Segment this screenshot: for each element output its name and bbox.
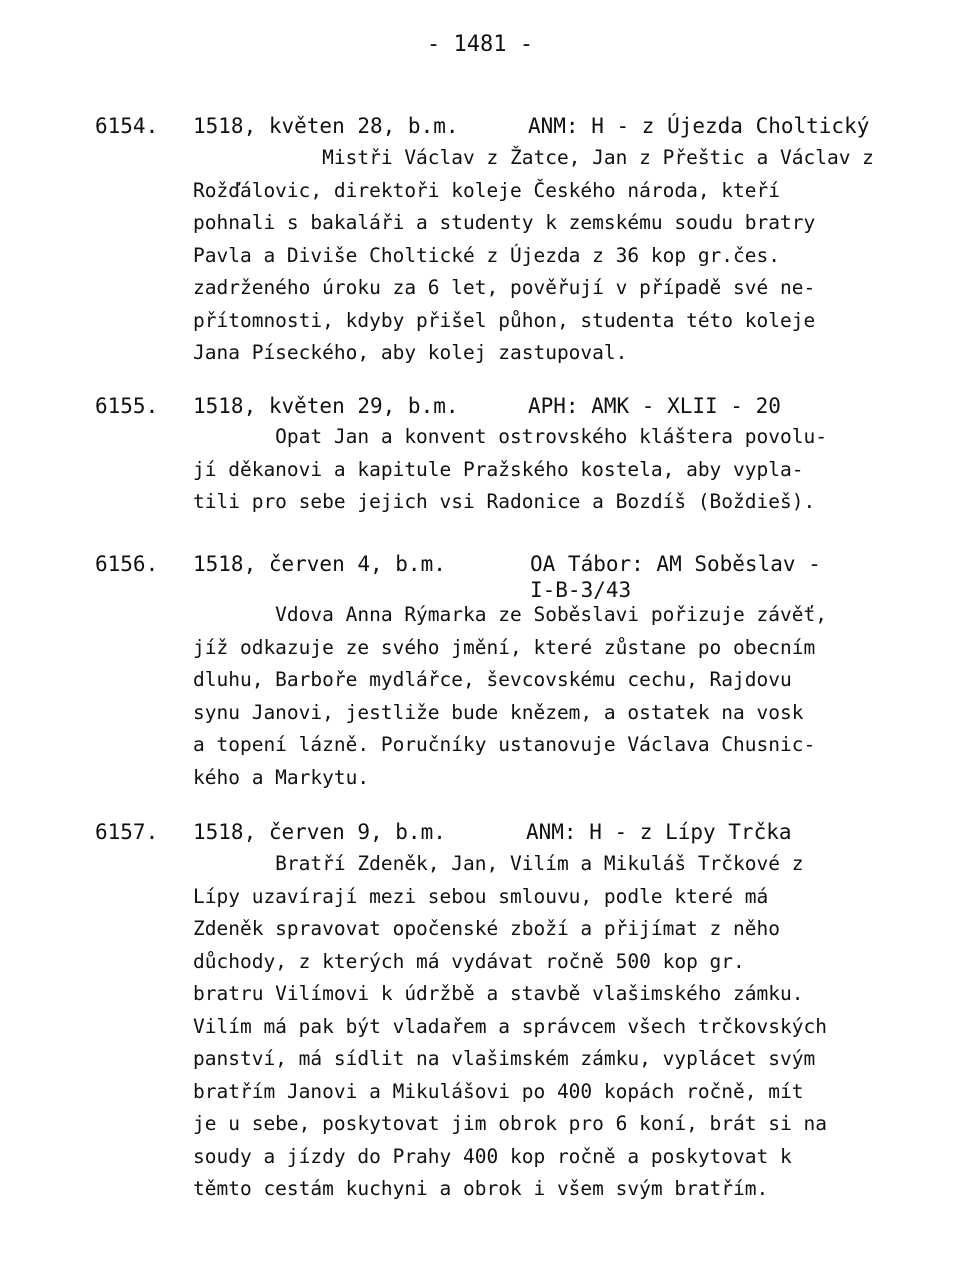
entry-source: APH: AMK - XLII - 20 bbox=[528, 394, 781, 418]
entry-number: 6154. bbox=[95, 114, 159, 138]
entry-number: 6157. bbox=[95, 820, 159, 844]
entry-date: 1518, červen 4, b.m. bbox=[193, 552, 446, 576]
page-number: - 1481 - bbox=[427, 32, 533, 57]
entry-source: I-B-3/43 bbox=[530, 578, 632, 602]
entry-date: 1518, červen 9, b.m. bbox=[193, 820, 446, 844]
entry-number: 6156. bbox=[95, 552, 159, 576]
entry-text: Vdova Anna Rýmarka ze Soběslavi pořizuje závěť, jíž odkazuje ze svého jmění, které zůstane po obecním dluhu, Barboře mydlářce, ševcovskému cechu, Rajdovu synu Janovi, jestliže bude knězem, a ostatek na vosk a topení lázně. Poručníky ustanovuje Václava Chusnic- kého a Markytu. bbox=[193, 603, 827, 789]
entry-text: Opat Jan a konvent ostrovského kláštera povolu- jí děkanovi a kapitule Pražského kostela, aby vypla- tili pro sebe jejich vsi Radonice a Bozdíš (Boždieš). bbox=[193, 425, 827, 513]
entry-text: Bratří Zdeněk, Jan, Vilím a Mikuláš Trčkové z Lípy uzavírají mezi sebou smlouvu, podle které má Zdeněk spravovat opočenské zboží a přijímat z něho důchody, z kterých má vydávat ročně 500 kop gr. bratru Vilímovi k údržbě a stavbě vlašimského zámku. Vilím má pak být vladařem a správcem všech trčkovských panství, má sídlit na vlašimském zámku, vyplácet svým bratřím Janovi a Mikulášovi po 400 kopách ročně, mít je u sebe, poskytovat jim obrok pro 6 koní, brát si na soudy a jízdy do Prahy 400 kop ročně a poskytovat k těmto cestám kuchyni a obrok i všem svým bratřím. bbox=[193, 852, 827, 1200]
entry-source: ANM: H - z Lípy Trčka bbox=[526, 820, 792, 844]
entry-number: 6155. bbox=[95, 394, 159, 418]
entry-text: Mistři Václav z Žatce, Jan z Přeštic a Václav z Rožďálovic, direktoři koleje Českého národa, kteří pohnali s bakaláři a studenty k zemskému soudu bratry Pavla a Diviše Choltické z Újezda z 36 kop gr.čes. zadrženého úroku za 6 let, pověřují v případě své ne- přítomnosti, kdyby přišel půhon, studenta této koleje Jana Píseckého, aby kolej zastupoval. bbox=[193, 146, 874, 364]
entry-date: 1518, květen 28, b.m. bbox=[193, 114, 459, 138]
entry-source: ANM: H - z Újezda Choltický bbox=[528, 114, 870, 138]
entry-source: OA Tábor: AM Soběslav - bbox=[530, 552, 821, 576]
entry-date: 1518, květen 29, b.m. bbox=[193, 394, 459, 418]
